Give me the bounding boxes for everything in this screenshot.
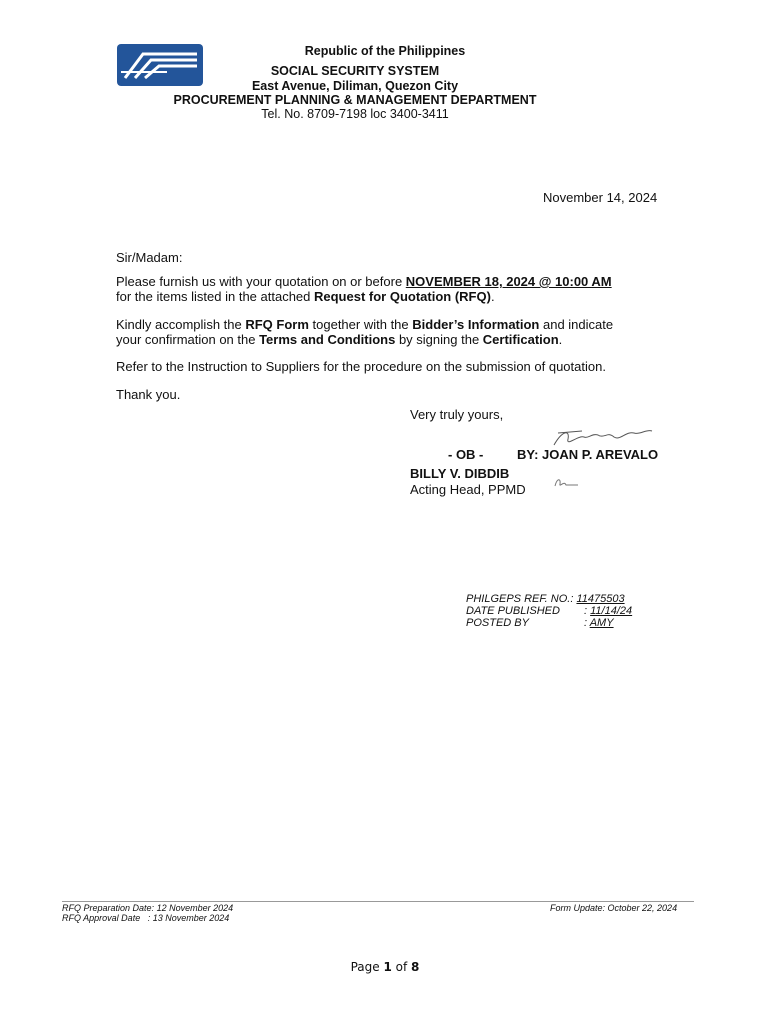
para2-end: . [558,332,563,347]
para1-pre: Please furnish us with your quotation on or before [116,274,406,289]
rfq-reference: Request for Quotation (RFQ) [314,289,491,304]
header-telephone: Tel. No. 8709-7198 loc 3400-3411 [261,107,449,121]
header-republic: Republic of the Philippines [304,44,466,58]
prep-value: 12 November 2024 [156,903,234,913]
thank-you: Thank you. [116,387,181,402]
rfq-prep-date [62,903,233,913]
date-published-value: 11/14/24 [590,605,633,617]
page-mid: of [391,960,412,974]
page-current: 1 [383,960,392,974]
form-update: Form Update: October 22, 2024 [550,903,678,913]
signed-by: BY: JOAN P. AREVALO [517,447,659,462]
para2-pre2: your confirmation on the [116,332,260,347]
bidder-info-ref: Bidder’s Information [412,317,540,332]
prep-label: RFQ Preparation Date: [62,903,155,913]
para1-mid: for the items listed in the attached [116,289,314,304]
paragraph-instructions [116,317,716,347]
para2-mid1: together with the [308,317,413,332]
signatory-name: BILLY V. DIBDIB [410,466,510,481]
approval-label: RFQ Approval Date [62,913,141,923]
letter-date: November 14, 2024 [543,190,658,205]
initials-mark [552,476,580,492]
para2-mid3: by signing the [395,332,483,347]
footer-divider [62,901,694,902]
quotation-deadline: NOVEMBER 18, 2024 @ 10:00 AM [405,274,612,289]
date-published-row: DATE PUBLISHED : 11/14/24 [466,605,633,617]
posted-by-row: POSTED BY : AMY [466,617,614,629]
closing: Very truly yours, [410,407,504,422]
salutation: Sir/Madam: [116,250,183,265]
philgeps-ref-row [466,593,632,605]
header-department: PROCUREMENT PLANNING & MANAGEMENT DEPARTMENT [173,93,537,107]
paragraph-refer: Refer to the Instruction to Suppliers for the procedure on the submission of quotation. [116,359,606,374]
page-total: 8 [411,960,420,974]
certification-ref: Certification [482,332,559,347]
header-address: East Avenue, Diliman, Quezon City [251,79,459,93]
para2-mid2: and indicate [539,317,614,332]
terms-ref: Terms and Conditions [259,332,396,347]
rfq-approval-date: RFQ Approval Date : 13 November 2024 [62,913,230,923]
posted-by-value: AMY [589,617,614,629]
paragraph-quotation [116,274,716,304]
reference-block [466,593,632,629]
approval-value: 13 November 2024 [152,913,230,923]
rfq-form-ref: RFQ Form [245,317,309,332]
signatory-title: Acting Head, PPMD [410,482,526,497]
date-published-label: DATE PUBLISHED [466,605,560,617]
page-number [0,960,770,974]
philgeps-ref-label: PHILGEPS REF. NO.: [466,593,574,605]
philgeps-ref-value: 11475503 [576,593,625,605]
page-prefix: Page [350,960,384,974]
para2-pre: Kindly accomplish the [116,317,246,332]
header-agency: SOCIAL SECURITY SYSTEM [270,64,440,78]
ob-marker: - OB - [448,447,484,462]
posted-by-label: POSTED BY [466,617,529,629]
para1-end: . [490,289,495,304]
